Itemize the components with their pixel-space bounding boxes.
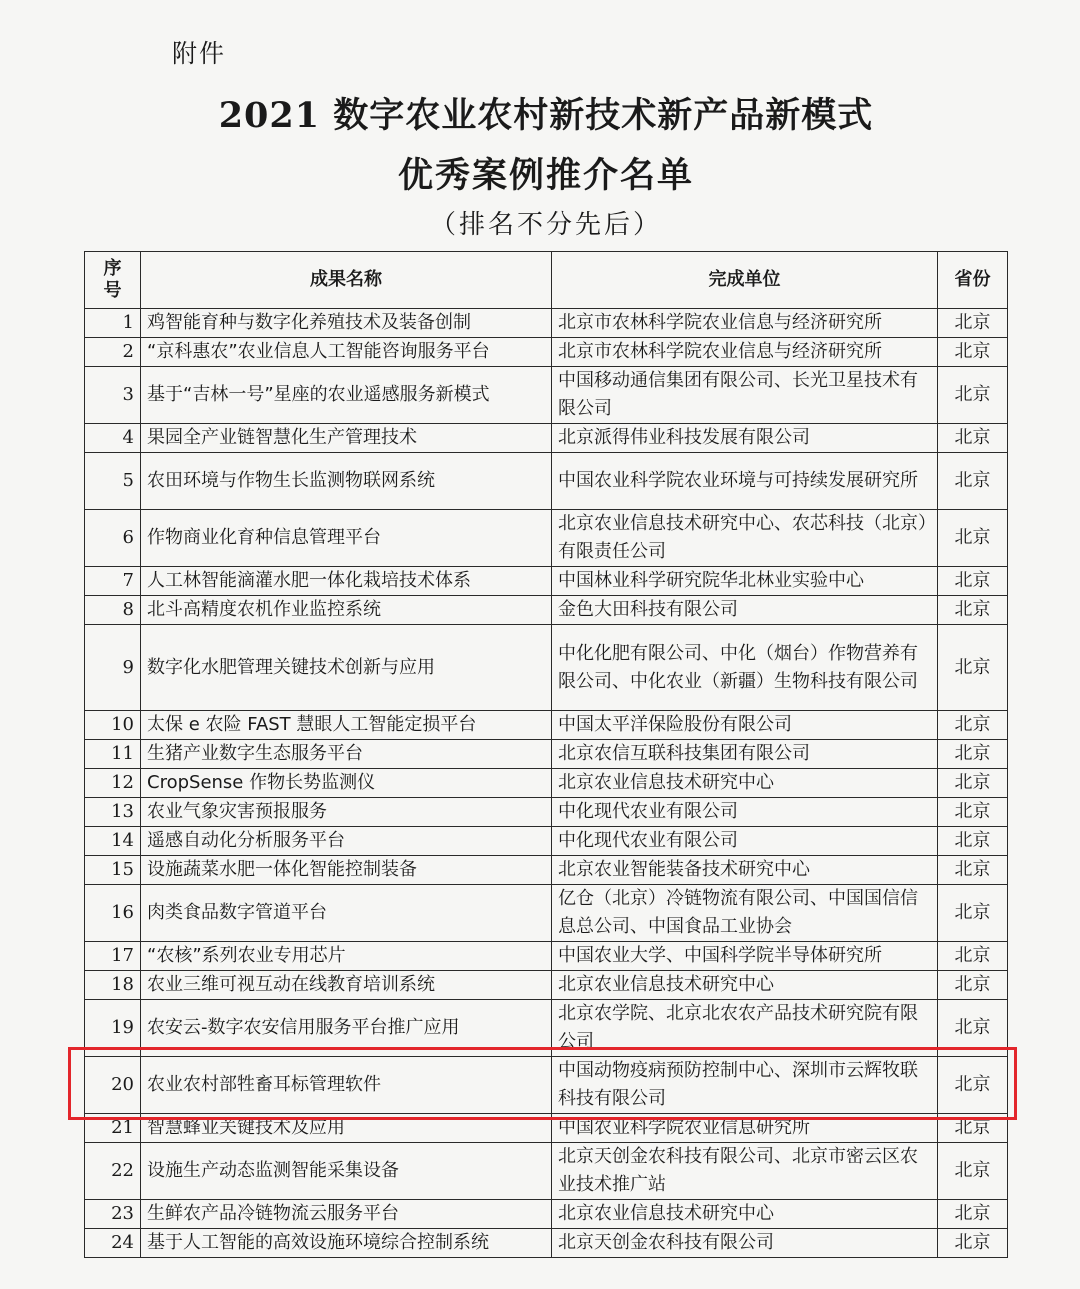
row-province: 北京 — [938, 711, 1008, 740]
highlight-box — [68, 1047, 1017, 1120]
row-achievement-name: CropSense 作物长势监测仪 — [141, 769, 552, 798]
table-row — [85, 856, 1008, 885]
row-completing-unit: 北京天创金农科技有限公司、北京市密云区农业技术推广站 — [552, 1143, 938, 1200]
row-province: 北京 — [938, 885, 1008, 942]
row-achievement-name: 鸡智能育种与数字化养殖技术及装备创制 — [141, 309, 552, 338]
row-completing-unit: 中国移动通信集团有限公司、长光卫星技术有限公司 — [552, 367, 938, 424]
document-title-line1: 2021 数字农业农村新技术新产品新模式 — [218, 95, 874, 136]
row-province: 北京 — [938, 424, 1008, 453]
table-row — [85, 338, 1008, 367]
row-serial-number: 14 — [85, 827, 141, 856]
row-completing-unit: 北京农业信息技术研究中心、农芯科技（北京）有限责任公司 — [552, 510, 938, 567]
row-completing-unit: 中化化肥有限公司、中化（烟台）作物营养有限公司、中化农业（新疆）生物科技有限公司 — [552, 625, 938, 711]
row-province: 北京 — [938, 856, 1008, 885]
row-province: 北京 — [938, 740, 1008, 769]
table-row — [85, 596, 1008, 625]
table-row — [85, 798, 1008, 827]
table-row — [85, 1200, 1008, 1229]
table-header-row — [85, 252, 1008, 309]
attachment-label: 附件 — [172, 39, 227, 68]
row-serial-number: 10 — [85, 711, 141, 740]
row-province: 北京 — [938, 510, 1008, 567]
table-row — [85, 769, 1008, 798]
row-completing-unit: 中国农业科学院农业环境与可持续发展研究所 — [552, 453, 938, 510]
row-achievement-name: 北斗高精度农机作业监控系统 — [141, 596, 552, 625]
document-title-line2: 优秀案例推介名单 — [397, 155, 694, 196]
row-achievement-name: 农业三维可视互动在线教育培训系统 — [141, 971, 552, 1000]
row-province: 北京 — [938, 567, 1008, 596]
table-row — [85, 711, 1008, 740]
row-serial-number: 15 — [85, 856, 141, 885]
header-achievement-name: 成果名称 — [141, 252, 552, 309]
row-achievement-name: “京科惠农”农业信息人工智能咨询服务平台 — [141, 338, 552, 367]
row-achievement-name: 生鲜农产品冷链物流云服务平台 — [141, 1200, 552, 1229]
row-serial-number: 18 — [85, 971, 141, 1000]
table-row — [85, 1229, 1008, 1258]
row-achievement-name: 太保 e 农险 FAST 慧眼人工智能定损平台 — [141, 711, 552, 740]
row-completing-unit: 中化现代农业有限公司 — [552, 827, 938, 856]
row-serial-number: 7 — [85, 567, 141, 596]
row-completing-unit: 北京农业信息技术研究中心 — [552, 971, 938, 1000]
row-province: 北京 — [938, 1000, 1008, 1057]
row-serial-number: 24 — [85, 1229, 141, 1258]
row-completing-unit: 北京天创金农科技有限公司 — [552, 1229, 938, 1258]
row-serial-number: 17 — [85, 942, 141, 971]
row-achievement-name: 农田环境与作物生长监测物联网系统 — [141, 453, 552, 510]
row-province: 北京 — [938, 1057, 1008, 1114]
row-serial-number: 4 — [85, 424, 141, 453]
row-achievement-name: 生猪产业数字生态服务平台 — [141, 740, 552, 769]
row-achievement-name: 果园全产业链智慧化生产管理技术 — [141, 424, 552, 453]
header-province: 省份 — [938, 252, 1008, 309]
row-serial-number: 23 — [85, 1200, 141, 1229]
row-completing-unit: 北京市农林科学院农业信息与经济研究所 — [552, 338, 938, 367]
row-serial-number: 22 — [85, 1143, 141, 1200]
table-row — [85, 510, 1008, 567]
row-serial-number: 8 — [85, 596, 141, 625]
table-row — [85, 367, 1008, 424]
row-completing-unit: 北京农业信息技术研究中心 — [552, 769, 938, 798]
row-province: 北京 — [938, 1229, 1008, 1258]
row-achievement-name: 农安云-数字农安信用服务平台推广应用 — [141, 1000, 552, 1057]
row-serial-number: 13 — [85, 798, 141, 827]
row-achievement-name: 农业气象灾害预报服务 — [141, 798, 552, 827]
row-achievement-name: 基于“吉林一号”星座的农业遥感服务新模式 — [141, 367, 552, 424]
row-province: 北京 — [938, 1114, 1008, 1143]
table-row — [85, 567, 1008, 596]
table-row — [85, 827, 1008, 856]
row-province: 北京 — [938, 1143, 1008, 1200]
row-serial-number: 3 — [85, 367, 141, 424]
header-serial-number: 序号 — [85, 252, 141, 309]
row-serial-number: 21 — [85, 1114, 141, 1143]
row-province: 北京 — [938, 827, 1008, 856]
row-completing-unit: 北京农业智能装备技术研究中心 — [552, 856, 938, 885]
row-achievement-name: 智慧蜂业关键技术及应用 — [141, 1114, 552, 1143]
row-province: 北京 — [938, 309, 1008, 338]
row-achievement-name: “农核”系列农业专用芯片 — [141, 942, 552, 971]
row-province: 北京 — [938, 798, 1008, 827]
row-completing-unit: 中国林业科学研究院华北林业实验中心 — [552, 567, 938, 596]
row-achievement-name: 基于人工智能的高效设施环境综合控制系统 — [141, 1229, 552, 1258]
row-serial-number: 6 — [85, 510, 141, 567]
row-province: 北京 — [938, 769, 1008, 798]
row-serial-number: 9 — [85, 625, 141, 711]
row-achievement-name: 肉类食品数字管道平台 — [141, 885, 552, 942]
row-serial-number: 2 — [85, 338, 141, 367]
row-completing-unit: 中国太平洋保险股份有限公司 — [552, 711, 938, 740]
table-row — [85, 740, 1008, 769]
table-row — [85, 971, 1008, 1000]
row-completing-unit: 北京农信互联科技集团有限公司 — [552, 740, 938, 769]
row-province: 北京 — [938, 971, 1008, 1000]
row-serial-number: 20 — [85, 1057, 141, 1114]
row-completing-unit: 金色大田科技有限公司 — [552, 596, 938, 625]
row-completing-unit: 中国农业大学、中国科学院半导体研究所 — [552, 942, 938, 971]
row-completing-unit: 北京派得伟业科技发展有限公司 — [552, 424, 938, 453]
row-completing-unit: 亿仓（北京）冷链物流有限公司、中国国信信息总公司、中国食品工业协会 — [552, 885, 938, 942]
row-province: 北京 — [938, 338, 1008, 367]
row-serial-number: 16 — [85, 885, 141, 942]
row-completing-unit: 中国农业科学院农业信息研究所 — [552, 1114, 938, 1143]
row-province: 北京 — [938, 1200, 1008, 1229]
table-row — [85, 309, 1008, 338]
row-province: 北京 — [938, 625, 1008, 711]
row-achievement-name: 数字化水肥管理关键技术创新与应用 — [141, 625, 552, 711]
row-serial-number: 1 — [85, 309, 141, 338]
row-serial-number: 11 — [85, 740, 141, 769]
row-province: 北京 — [938, 453, 1008, 510]
row-achievement-name: 农业农村部牲畜耳标管理软件 — [141, 1057, 552, 1114]
row-achievement-name: 人工林智能滴灌水肥一体化栽培技术体系 — [141, 567, 552, 596]
table-row — [85, 942, 1008, 971]
row-achievement-name: 设施生产动态监测智能采集设备 — [141, 1143, 552, 1200]
row-completing-unit: 中化现代农业有限公司 — [552, 798, 938, 827]
table-row — [85, 625, 1008, 711]
row-completing-unit: 中国动物疫病预防控制中心、深圳市云辉牧联科技有限公司 — [552, 1057, 938, 1114]
row-achievement-name: 作物商业化育种信息管理平台 — [141, 510, 552, 567]
row-province: 北京 — [938, 367, 1008, 424]
table-row — [85, 885, 1008, 942]
document-subtitle: （排名不分先后） — [429, 210, 662, 240]
row-completing-unit: 北京农学院、北京北农农产品技术研究院有限公司 — [552, 1000, 938, 1057]
row-province: 北京 — [938, 942, 1008, 971]
table-row — [85, 1143, 1008, 1200]
row-serial-number: 12 — [85, 769, 141, 798]
table-row — [85, 424, 1008, 453]
row-serial-number: 19 — [85, 1000, 141, 1057]
table-row — [85, 453, 1008, 510]
row-achievement-name: 设施蔬菜水肥一体化智能控制装备 — [141, 856, 552, 885]
header-completing-unit: 完成单位 — [552, 252, 938, 309]
row-completing-unit: 北京市农林科学院农业信息与经济研究所 — [552, 309, 938, 338]
row-province: 北京 — [938, 596, 1008, 625]
row-completing-unit: 北京农业信息技术研究中心 — [552, 1200, 938, 1229]
row-achievement-name: 遥感自动化分析服务平台 — [141, 827, 552, 856]
row-serial-number: 5 — [85, 453, 141, 510]
